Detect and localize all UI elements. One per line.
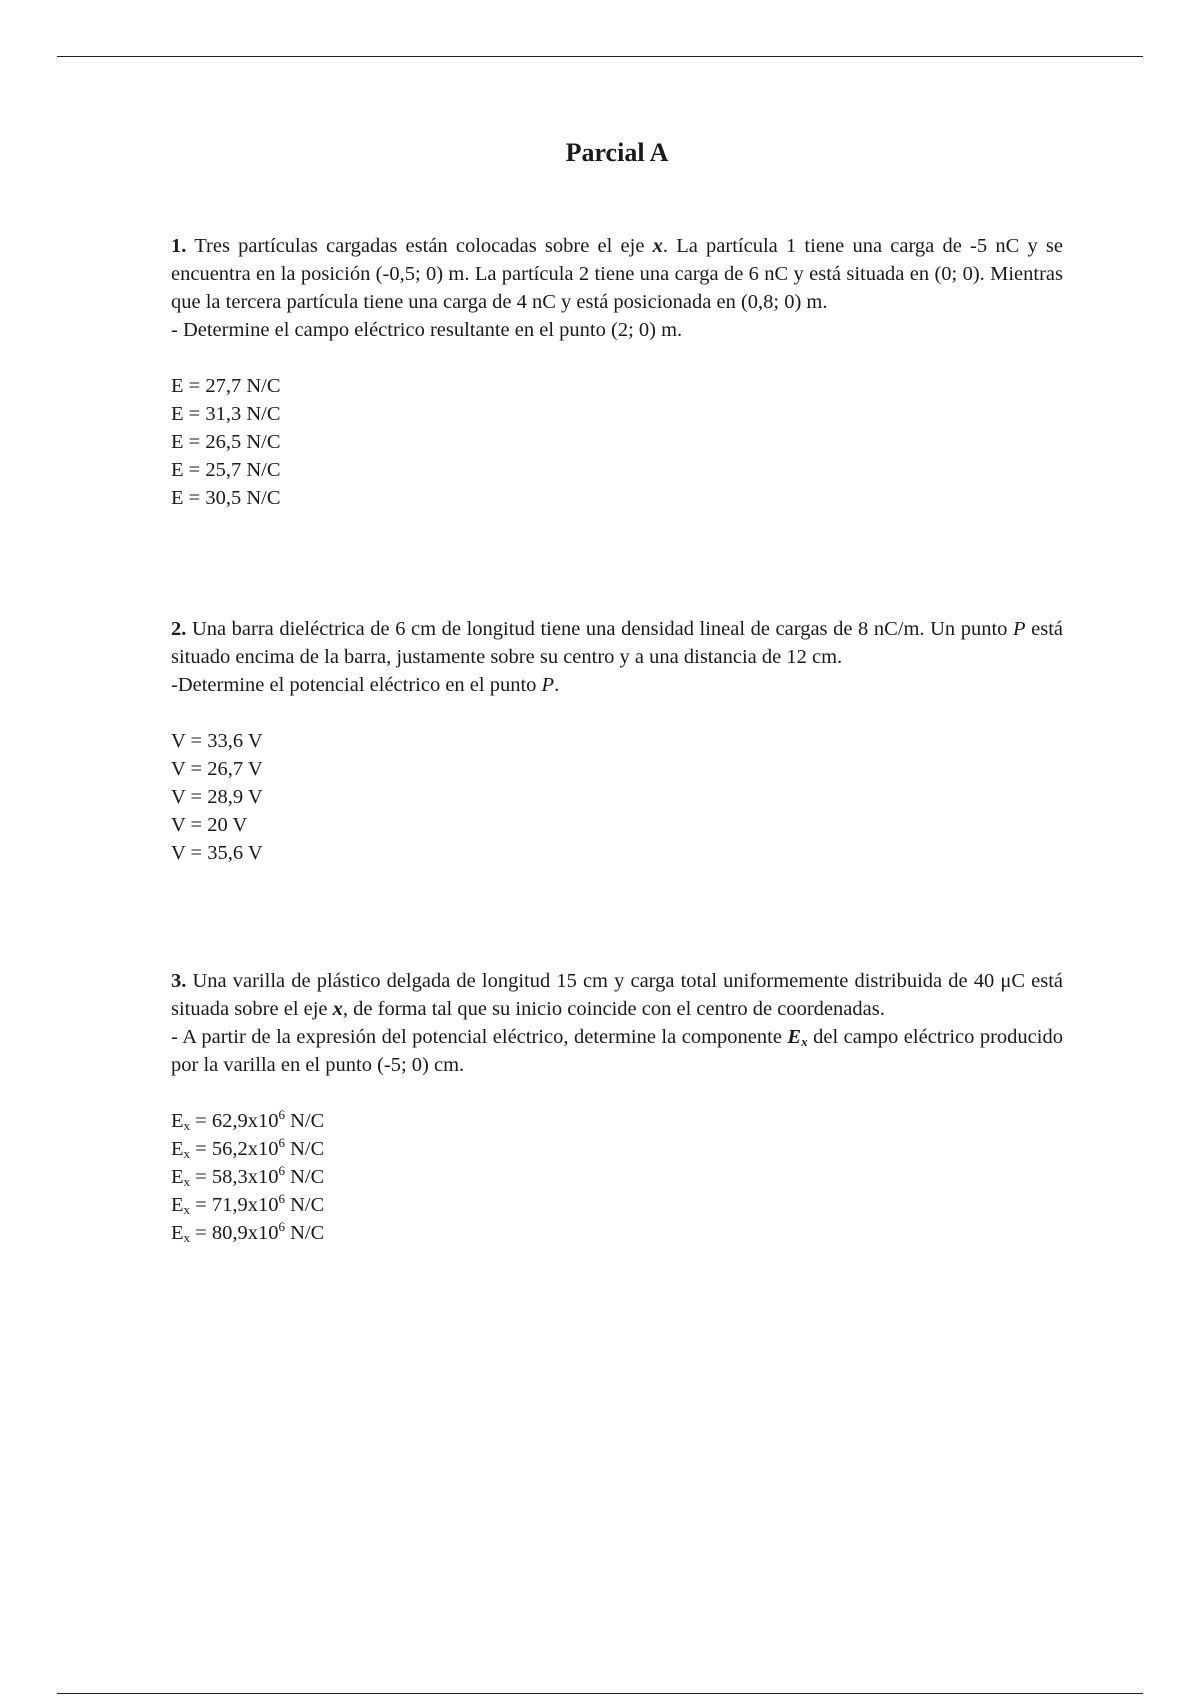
question-1-statement: 1. Tres partículas cargadas están colocadas sobre el eje x. La partícula 1 tiene una carga de -5 nC y se encuentra en la posición (-0,5; 0) m. La partícula 2 tiene una carga de 6 nC y está situada en (0; 0). Mientras que la tercera partícula tiene una carga de 4 nC y está posicionada en (0,8; 0) m. <box>171 235 1063 313</box>
option-3: V = 28,9 V <box>171 786 263 808</box>
question-3-options <box>171 1107 1063 1247</box>
question-3-instruction: - A partir de la expresión del potencial eléctrico, determine la componente $E_x$ del campo eléctrico producido por la varilla en el punto (-5; 0) cm. <box>171 1026 1063 1076</box>
option-4: V = 20 V <box>171 814 248 836</box>
question-2-instruction: -Determine el potencial eléctrico en el punto P. <box>171 674 560 696</box>
option-2: V = 26,7 V <box>171 758 263 780</box>
question-1-instruction: - Determine el campo eléctrico resultante en el punto (2; 0) m. <box>171 319 683 341</box>
option-3: E = 26,5 N/C <box>171 431 281 453</box>
question-number: 1. <box>171 235 187 257</box>
variable-p: P <box>541 674 555 696</box>
question-number: 2. <box>171 618 187 640</box>
option-3: $E_x = 58,3x10^6$ N/C <box>171 1163 325 1189</box>
option-5: E = 30,5 N/C <box>171 487 281 509</box>
option-4: $E_x = 71,9x10^6$ N/C <box>171 1191 325 1217</box>
question-number: 3. <box>171 970 187 992</box>
option-5: $E_x = 80,9x10^6$ N/C <box>171 1219 325 1245</box>
option-1: E = 27,7 N/C <box>171 375 281 397</box>
question-1 <box>171 232 1063 512</box>
variable-x: x <box>652 235 663 257</box>
question-2 <box>171 615 1063 867</box>
option-1: $E_x = 62,9x10^6$ N/C <box>171 1107 325 1133</box>
bottom-rule <box>57 1693 1143 1694</box>
option-2: $E_x = 56,2x10^6$ N/C <box>171 1135 325 1161</box>
option-1: V = 33,6 V <box>171 730 263 752</box>
page-title: Parcial A <box>565 138 669 167</box>
question-1-options <box>171 372 1063 512</box>
option-4: E = 25,7 N/C <box>171 459 281 481</box>
question-3 <box>171 967 1063 1247</box>
variable-p: P <box>1013 618 1026 640</box>
variable-x: x <box>332 998 343 1020</box>
question-2-statement: 2. Una barra dieléctrica de 6 cm de longitud tiene una densidad lineal de cargas de 8 nC/m. Un punto P está situado encima de la barra, justamente sobre su centro y a una distancia de 12 cm. <box>171 618 1063 668</box>
question-2-options <box>171 727 1063 867</box>
variable-ex: $E_x$ <box>787 1026 808 1049</box>
question-3-statement: 3. Una varilla de plástico delgada de longitud 15 cm y carga total uniformemente distribuida de 40 μC está situada sobre el eje x, de forma tal que su inicio coincide con el centro de coordenadas. <box>171 970 1063 1020</box>
option-5: V = 35,6 V <box>171 842 263 864</box>
top-rule <box>57 56 1143 57</box>
option-2: E = 31,3 N/C <box>171 403 281 425</box>
